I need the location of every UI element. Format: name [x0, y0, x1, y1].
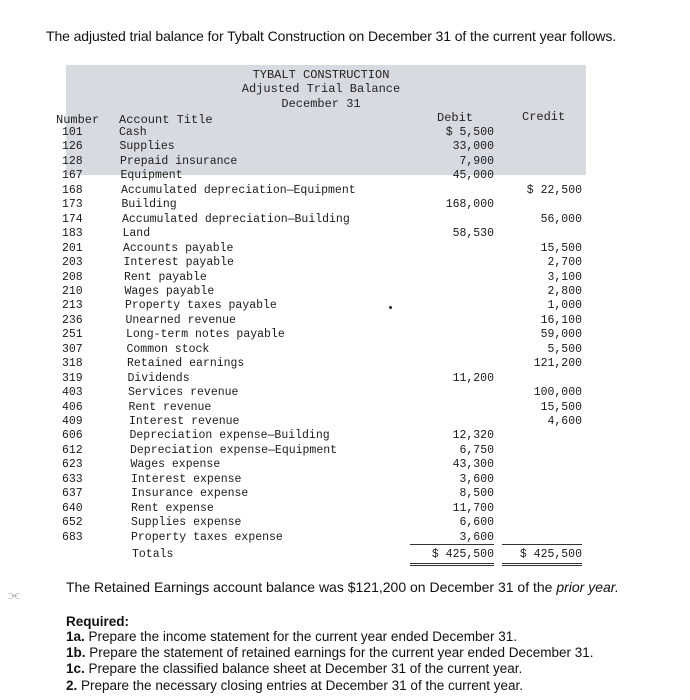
credit-amount: 5,500 [547, 342, 582, 356]
table-row [56, 299, 586, 313]
debit-amount: 6,600 [459, 516, 494, 530]
table-row [56, 184, 586, 198]
table-row [56, 473, 586, 487]
debit-amount: 3,600 [459, 472, 494, 486]
credit-underline [502, 544, 582, 545]
account-title: Rent expense [131, 501, 214, 515]
totals-row [56, 548, 586, 562]
totals-label: Totals [132, 548, 174, 561]
table-row [56, 328, 586, 342]
table-row [56, 314, 586, 328]
header-credit: Credit [522, 110, 566, 124]
account-title: Supplies [119, 140, 175, 154]
account-number: 101 [62, 126, 83, 139]
credit-amount: 2,700 [547, 256, 582, 270]
debit-amount: 12,320 [452, 429, 494, 443]
account-title: Interest payable [123, 256, 234, 270]
trial-balance [56, 62, 586, 570]
credit-amount: 15,500 [540, 241, 582, 255]
table-row [56, 213, 586, 227]
table-row [56, 458, 586, 472]
note-text: The Retained Earnings account balance was $121,200 on December 31 of the [66, 579, 557, 595]
account-title: Cash [119, 126, 147, 139]
header-account-title: Account Title [119, 113, 213, 127]
requirement-2 [66, 678, 523, 693]
account-title: Prepaid insurance [120, 154, 238, 168]
account-title: Rent revenue [128, 400, 212, 414]
requirement-label: 1b. [66, 645, 86, 660]
account-title: Accumulated depreciation—Equipment [121, 183, 356, 197]
table-row [56, 271, 586, 285]
table-row [56, 444, 586, 458]
debit-amount: 8,500 [459, 487, 494, 501]
account-title: Land [122, 227, 151, 241]
account-number: 251 [62, 328, 83, 342]
table-row [56, 227, 586, 241]
debit-underline [410, 544, 494, 545]
requirement-text: Prepare the necessary closing entries at December 31 of the current year. [77, 678, 523, 693]
table-row [56, 155, 586, 169]
report-date: December 31 [281, 97, 361, 111]
credit-amount: 4,600 [547, 415, 582, 428]
credit-amount: $ 22,500 [526, 183, 582, 197]
debit-amount: 58,530 [452, 227, 494, 241]
account-title: Depreciation expense—Building [129, 429, 330, 443]
table-row [56, 242, 586, 256]
left-margin-icon: ⫘ [8, 586, 21, 602]
credit-amount: 1,000 [547, 299, 582, 313]
table-row [56, 126, 586, 140]
requirement-label: 1c. [66, 661, 85, 676]
account-number: 637 [62, 487, 83, 501]
table-row [56, 198, 586, 212]
account-number: 652 [62, 516, 83, 530]
account-number: 236 [62, 313, 83, 327]
account-title: Common stock [126, 342, 210, 356]
credit-amount: 56,000 [540, 212, 582, 226]
requirement-text: Prepare the classified balance sheet at December 31 of the current year. [84, 661, 523, 676]
credit-amount: 16,100 [540, 313, 582, 327]
account-title: Property taxes payable [125, 299, 277, 313]
account-title: Rent payable [124, 270, 207, 284]
debit-amount: 45,000 [452, 169, 494, 183]
debit-amount: 43,300 [452, 458, 494, 472]
table-row [56, 285, 586, 299]
debit-amount: 6,750 [459, 443, 494, 457]
account-number: 623 [62, 458, 83, 472]
header-debit: Debit [437, 111, 474, 125]
account-title: Unearned revenue [125, 313, 236, 327]
credit-amount: 3,100 [547, 270, 582, 284]
account-title: Building [121, 198, 177, 212]
debit-amount: 168,000 [445, 198, 494, 212]
account-number: 201 [62, 241, 83, 255]
debit-amount: 7,900 [459, 154, 494, 168]
account-number: 318 [62, 357, 83, 371]
debit-double-rule-2 [410, 565, 494, 566]
company-name: TYBALT CONSTRUCTION [252, 68, 390, 82]
account-title: Wages expense [130, 458, 221, 472]
credit-double-rule-1 [502, 563, 582, 564]
account-number: 183 [62, 227, 83, 241]
account-number: 126 [62, 140, 83, 154]
account-title: Long-term notes payable [126, 328, 285, 342]
note-emphasis: prior year. [556, 579, 619, 595]
table-row [56, 401, 586, 415]
account-number: 406 [62, 400, 83, 414]
account-number: 128 [62, 154, 83, 168]
table-row [56, 372, 586, 386]
debit-amount: 3,600 [459, 530, 494, 544]
requirement-text: Prepare the statement of retained earnings for the current year ended December 31. [85, 645, 594, 660]
requirement-label: 2. [66, 678, 78, 693]
credit-amount: 100,000 [533, 386, 582, 400]
account-number: 173 [62, 198, 83, 212]
account-title: Accumulated depreciation—Building [122, 212, 350, 226]
account-title: Equipment [120, 169, 183, 183]
requirement-1b [66, 645, 594, 660]
requirement-label: 1a. [66, 629, 85, 644]
account-title: Dividends [127, 371, 190, 385]
retained-earnings-note [66, 579, 619, 595]
account-number: 403 [62, 386, 83, 400]
report-title: Adjusted Trial Balance [241, 82, 401, 96]
table-row [56, 516, 586, 530]
account-title: Depreciation expense—Equipment [130, 443, 338, 457]
account-number: 167 [62, 169, 83, 183]
account-title: Interest expense [131, 472, 242, 486]
account-title: Services revenue [128, 386, 239, 400]
credit-amount: 15,500 [540, 400, 582, 414]
stray-dot [389, 306, 392, 309]
account-title: Retained earnings [127, 357, 245, 371]
table-row [56, 357, 586, 371]
totals-credit: $ 425,500 [519, 548, 582, 561]
credit-amount: 59,000 [540, 328, 582, 342]
account-number: 213 [62, 299, 83, 313]
table-row [56, 169, 586, 183]
account-title: Property taxes expense [131, 530, 283, 544]
credit-double-rule-2 [502, 565, 582, 566]
debit-amount: $ 5,500 [445, 126, 494, 139]
header-number: Number [56, 113, 100, 127]
required-heading [66, 614, 129, 629]
account-number: 612 [62, 443, 83, 457]
table-row [56, 140, 586, 154]
account-number: 409 [62, 415, 83, 428]
account-number: 210 [62, 284, 83, 298]
account-number: 683 [62, 530, 83, 544]
table-row [56, 415, 586, 429]
account-number: 319 [62, 371, 83, 385]
requirement-text: Prepare the income statement for the current year ended December 31. [84, 629, 518, 644]
account-title: Supplies expense [131, 516, 242, 530]
account-number: 168 [62, 183, 83, 197]
account-number: 203 [62, 256, 83, 270]
debit-amount: 33,000 [452, 140, 494, 154]
table-row [56, 343, 586, 357]
totals-debit: $ 425,500 [431, 548, 494, 561]
intro-text: The adjusted trial balance for Tybalt Construction on December 31 of the current year follows. [46, 28, 617, 44]
table-row [56, 502, 586, 516]
requirement-1a [66, 629, 517, 644]
account-number: 606 [62, 429, 83, 443]
requirement-1c [66, 661, 522, 676]
debit-double-rule-1 [410, 563, 494, 564]
table-row [56, 386, 586, 400]
account-title: Accounts payable [123, 241, 234, 255]
credit-amount: 121,200 [533, 357, 582, 371]
debit-amount: 11,700 [452, 501, 494, 515]
debit-amount: 11,200 [452, 371, 494, 385]
table-row [56, 531, 586, 545]
account-title: Interest revenue [129, 415, 240, 428]
account-number: 633 [62, 472, 83, 486]
table-row [56, 429, 586, 443]
required-label: Required: [66, 614, 130, 629]
account-title: Wages payable [124, 284, 215, 298]
table-row [56, 487, 586, 501]
account-number: 307 [62, 342, 83, 356]
account-number: 640 [62, 501, 83, 515]
account-number: 208 [62, 270, 83, 284]
table-row [56, 256, 586, 270]
account-title: Insurance expense [131, 487, 249, 501]
account-number: 174 [62, 212, 83, 226]
credit-amount: 2,800 [547, 284, 582, 298]
